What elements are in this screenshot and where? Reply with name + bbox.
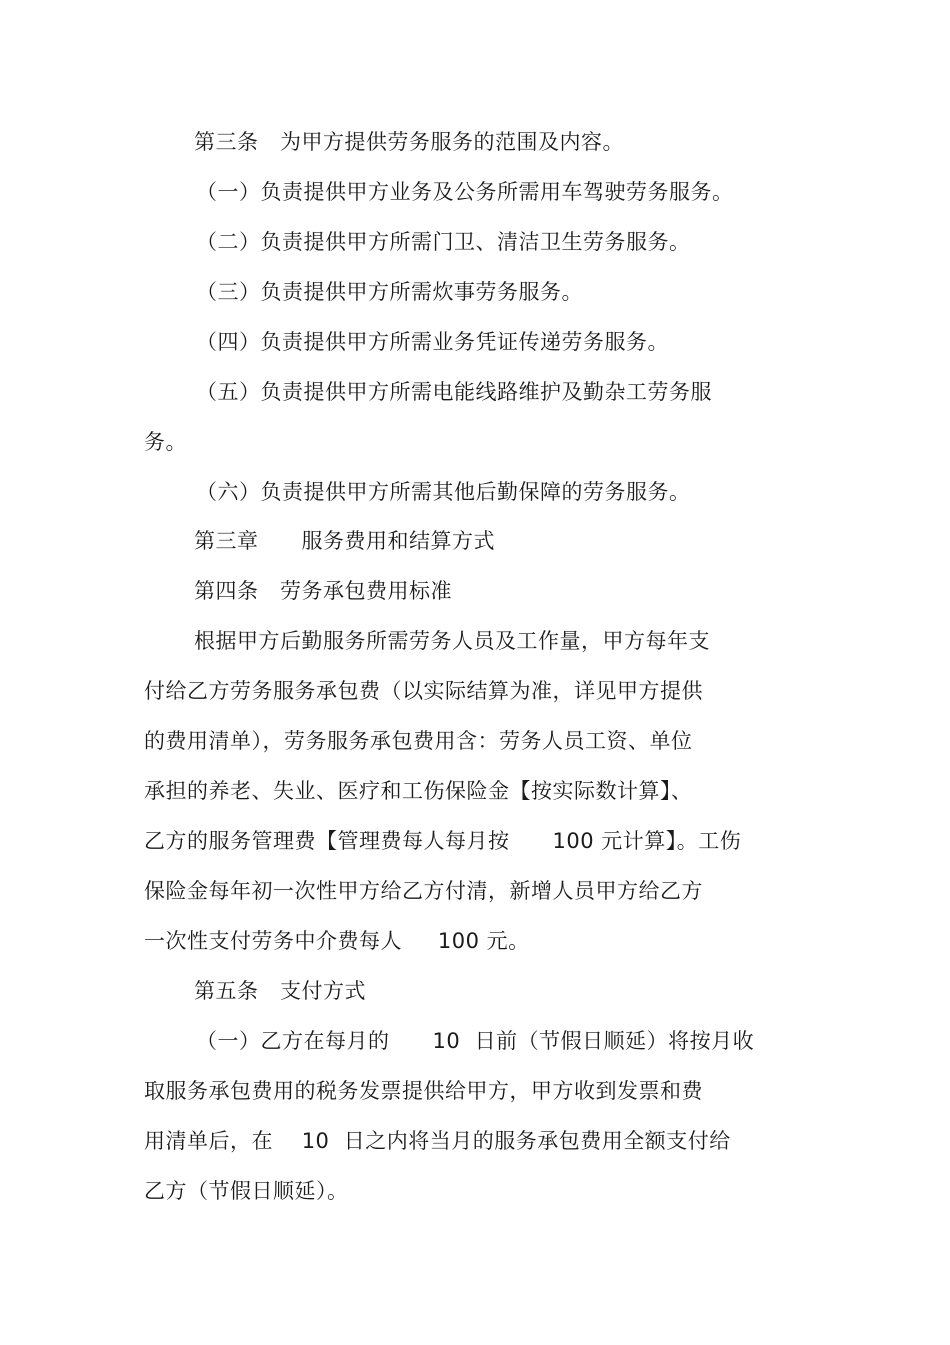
article-3-heading: 第三条 为甲方提供劳务服务的范围及内容。	[194, 130, 625, 154]
paragraph-line: 乙方的服务管理费【管理费每人每月按 100 元计算】。工伤	[144, 829, 742, 853]
list-item: （二）负责提供甲方所需门卫、清洁卫生劳务服务。	[196, 230, 691, 254]
paragraph-line: （一）乙方在每月的 10 日前（节假日顺延）将按月收	[196, 1029, 755, 1053]
chapter-3-heading: 第三章 服务费用和结算方式	[194, 529, 496, 553]
list-item-continuation: 务。	[144, 430, 187, 454]
list-item: （四）负责提供甲方所需业务凭证传递劳务服务。	[196, 330, 669, 354]
article-5-heading: 第五条 支付方式	[194, 979, 367, 1003]
paragraph-line: 乙方（节假日顺延）。	[144, 1179, 349, 1203]
paragraph-line: 的费用清单），劳务服务承包费用含：劳务人员工资、单位	[144, 729, 693, 753]
list-item: （六）负责提供甲方所需其他后勤保障的劳务服务。	[196, 480, 691, 504]
paragraph-line: 取服务承包费用的税务发票提供给甲方，甲方收到发票和费	[144, 1079, 703, 1103]
paragraph-line: 根据甲方后勤服务所需劳务人员及工作量，甲方每年支	[194, 629, 710, 653]
list-item: （一）负责提供甲方业务及公务所需用车驾驶劳务服务。	[196, 180, 734, 204]
paragraph-line: 一次性支付劳务中介费每人 100 元。	[144, 929, 530, 953]
list-item: （五）负责提供甲方所需电能线路维护及勤杂工劳务服	[196, 380, 712, 404]
paragraph-line: 付给乙方劳务服务承包费（以实际结算为准，详见甲方提供	[144, 679, 703, 703]
paragraph-line: 承担的养老、失业、医疗和工伤保险金【按实际数计算】、	[144, 779, 693, 803]
article-4-heading: 第四条 劳务承包费用标准	[194, 579, 453, 603]
paragraph-line: 用清单后，在 10 日之内将当月的服务承包费用全额支付给	[144, 1129, 731, 1153]
list-item: （三）负责提供甲方所需炊事劳务服务。	[196, 280, 583, 304]
paragraph-line: 保险金每年初一次性甲方给乙方付清，新增人员甲方给乙方	[144, 879, 703, 903]
